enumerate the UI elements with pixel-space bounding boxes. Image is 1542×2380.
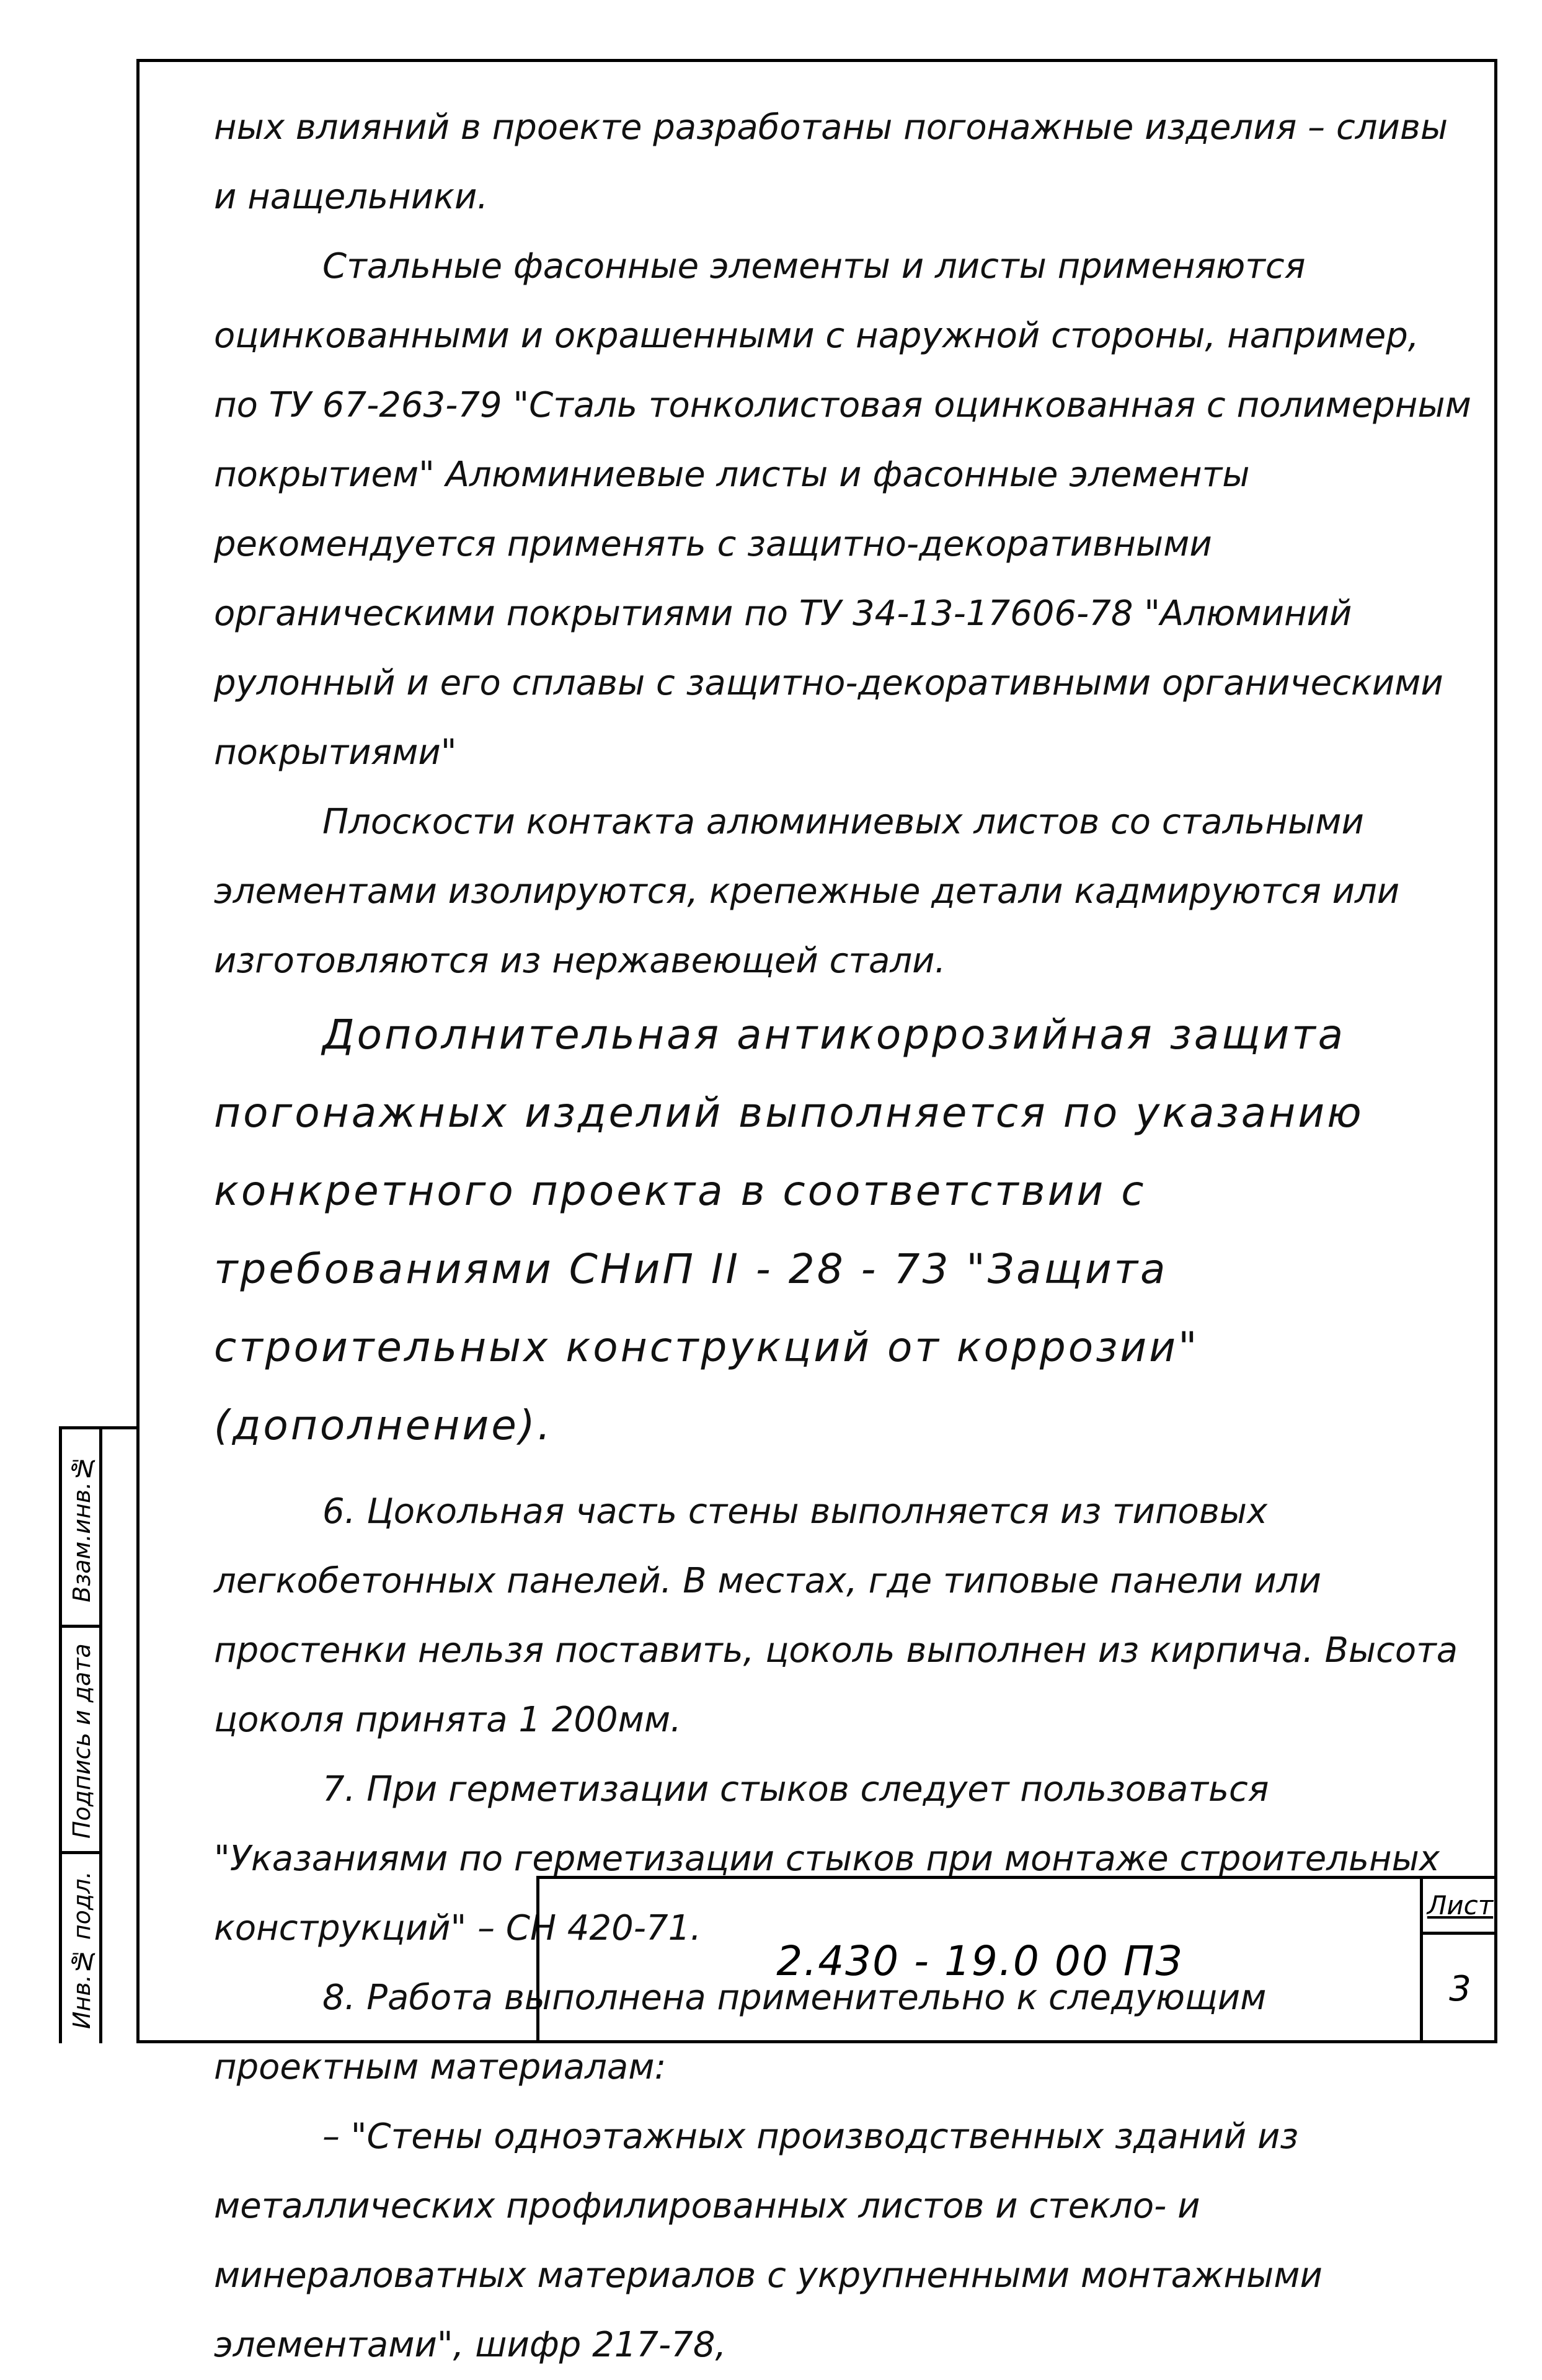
paragraph-7: 8. Работа выполнена применительно к следующим проектным материалам: (214, 1978, 1267, 2087)
paragraph-8: – "Стены одноэтажных производственных зданий из металлических профилированных листов и стекло- и минераловатных материалов с укрупненными монтажными элементами", шифр 217-78, (214, 2116, 1323, 2365)
label-signature-date: Подпись и дата (68, 1643, 95, 1839)
paragraph-3: Плоскости контакта алюминиевых листов со стальными элементами изолируются, крепежные детали кадмируются или изготовляются из нержавеющей стали. (214, 802, 1400, 981)
title-block (536, 1876, 1497, 2043)
paragraph-1: ных влияний в проекте разработаны погонажные изделия – сливы и нащельники. (214, 107, 1448, 217)
side-stamp-column (62, 1429, 102, 2043)
side-cell-replacement (62, 1429, 102, 1628)
label-replacement-inv: Взам.инв.№ (68, 1454, 95, 1603)
side-cell-original (62, 1854, 102, 2046)
side-cell-signature (62, 1628, 102, 1854)
sheet-number: 3 (1449, 1969, 1471, 2009)
document-code: 2.430 - 19.0 00 ПЗ (539, 1879, 1423, 2043)
side-stamp (59, 1426, 136, 2043)
sheet-label: Лист (1423, 1879, 1497, 1935)
paragraph-5: 6. Цокольная часть стены выполняется из типовых легкобетонных панелей. В местах, где типовые панели или простенки нельзя поставить, цоколь выполнен из кирпича. Высота цоколя принята 1 200мм. (214, 1491, 1458, 1740)
label-original-inv: Инв.№ подл. (68, 1871, 95, 2030)
paragraph-4: Дополнительная антикоррозийная защита погонажных изделий выполняется по указанию конкретного проекта в соответствии с требованиями СНиП II - 28 - 73 "Защита строительных конструкций от коррозии" (дополнение). (214, 1011, 1364, 1449)
paragraph-2: Стальные фасонные элементы и листы применяются оцинкованными и окрашенными с наружной стороны, например, по ТУ 67-263-79 "Сталь тонколистовая оцинкованная с полимерным покрытием" Алюминиевые листы и фасонные элементы рекомендуется применять с защитно-декоративными органическими покрытиями по ТУ 34-13-17606-78 "Алюминий рулонный и его сплавы с защитно-декоративными органическими покрытиями" (214, 246, 1471, 773)
paragraph-6: 7. При герметизации стыков следует пользоваться "Указаниями по герметизации стыков при монтаже строительных конструкций" – СН 420-71. (214, 1769, 1440, 1948)
